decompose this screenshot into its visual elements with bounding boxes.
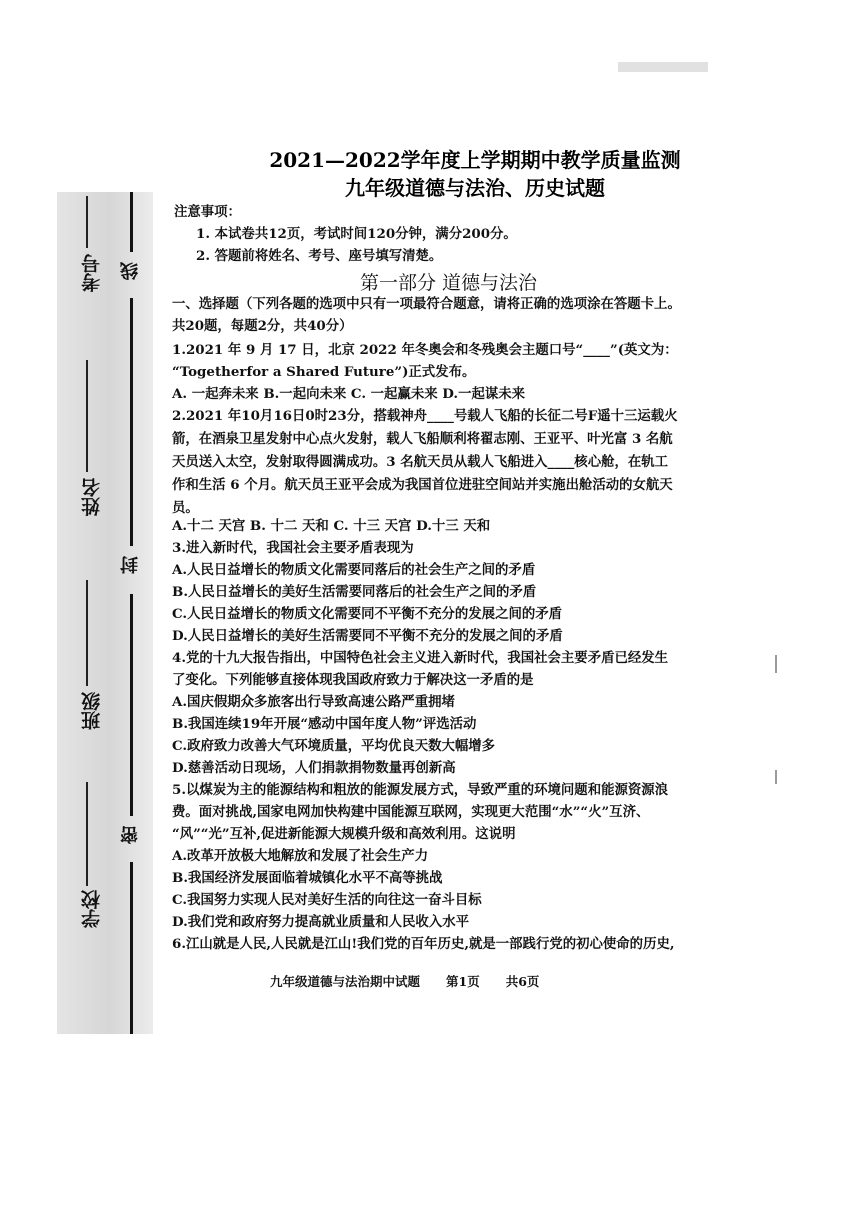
- question-2-options: A.十二 天宫 B. 十二 天和 C. 十三 天宫 D.十三 天和: [172, 518, 491, 534]
- question-1-options: A. 一起奔未来 B.一起向未来 C. 一起赢未来 D.一起谋未来: [172, 386, 526, 402]
- field-label-exam-number: 考号: [81, 254, 103, 292]
- question-3-option: C.人民日益增长的物质文化需要同不平衡不充分的发展之间的矛盾: [172, 606, 563, 622]
- notes-heading: 注意事项：: [174, 204, 241, 220]
- page-footer: [270, 972, 565, 990]
- question-4-option: C.政府致力改善大气环境质量，平均优良天数大幅增多: [172, 738, 496, 754]
- seal-line: [130, 594, 133, 816]
- question-5-stem: 5.以煤炭为主的能源结构和粗放的能源发展方式，导致严重的环境问题和能源资源浪: [172, 782, 669, 798]
- question-3-stem: 3.进入新时代，我国社会主要矛盾表现为: [172, 540, 414, 556]
- question-4-stem: 了变化。下列能够直接体现我国政府致力于解决这一矛盾的是: [172, 672, 534, 688]
- footer-page-number: 第1页: [446, 974, 480, 989]
- question-5-option: D.我们党和政府努力提高就业质量和人民收入水平: [172, 914, 469, 930]
- footer-page-total: 共6页: [505, 974, 540, 989]
- question-2-stem: 2.2021 年10月16日0时23分，搭载神舟____号载人飞船的长征二号F遥十三运载火: [172, 408, 678, 424]
- question-2-stem: 员。: [172, 500, 199, 516]
- question-5-stem: 费。面对挑战,国家电网加快构建中国能源互联网，实现更大范围“水”“火”互济、: [172, 804, 650, 820]
- question-4-stem: 4.党的十九大报告指出，中国特色社会主义进入新时代，我国社会主要矛盾已经发生: [172, 650, 669, 666]
- section-heading: 共20题，每题2分，共40分）: [172, 318, 353, 334]
- scan-smudge: [618, 62, 708, 72]
- question-3-option: D.人民日益增长的美好生活需要同不平衡不充分的发展之间的矛盾: [172, 628, 563, 644]
- seal-line: [130, 192, 133, 252]
- note-item: 2. 答题前将姓名、考号、座号填写清楚。: [196, 248, 443, 264]
- question-1-stem: 1.2021 年 9 月 17 日，北京 2022 年冬奥会和冬残奥会主题口号“____”(英文为：: [172, 342, 678, 358]
- seal-mark-xian: 线: [120, 262, 141, 280]
- question-4-option: D.慈善活动日现场，人们捐款捐物数量再创新高: [172, 760, 456, 776]
- field-label-school: 学校: [81, 890, 103, 928]
- field-label-class: 班级: [81, 692, 103, 730]
- footer-subject: 九年级道德与法治期中试题: [270, 974, 421, 989]
- class-blank[interactable]: [86, 580, 88, 686]
- school-blank[interactable]: [86, 782, 88, 886]
- question-5-option: A.改革开放极大地解放和发展了社会生产力: [172, 848, 429, 864]
- seal-line: [130, 862, 133, 1034]
- seal-mark-feng: 封: [120, 556, 141, 574]
- name-blank[interactable]: [86, 360, 88, 472]
- note-item: 1. 本试卷共12页，考试时间120分钟，满分200分。: [196, 226, 517, 242]
- question-3-option: A.人民日益增长的物质文化需要同落后的社会生产之间的矛盾: [172, 562, 536, 578]
- section-heading: 一、选择题（下列各题的选项中只有一项最符合题意，请将正确的选项涂在答题卡上。: [172, 296, 681, 312]
- part-title: 第一部分 道德与法治: [360, 272, 538, 294]
- exam-number-blank[interactable]: [86, 196, 88, 248]
- seal-line: [130, 298, 133, 546]
- question-4-option: B.我国连续19年开展“感动中国年度人物”评选活动: [172, 716, 477, 732]
- question-2-stem: 箭，在酒泉卫星发射中心点火发射，载人飞船顺利将翟志刚、王亚平、叶光富 3 名航: [172, 431, 673, 447]
- question-6-stem: 6.江山就是人民,人民就是江山!我们党的百年历史,就是一部践行党的初心使命的历史,: [172, 936, 675, 952]
- question-1-stem: “Togetherfor a Shared Future”)正式发布。: [172, 364, 476, 380]
- field-label-name: 姓名: [81, 478, 103, 516]
- question-2-stem: 天员送入太空，发射取得圆满成功。3 名航天员从载人飞船进入____核心舱，在轨工: [172, 454, 669, 470]
- binding-margin: [57, 192, 153, 1034]
- question-3-option: B.人民日益增长的美好生活需要同落后的社会生产之间的矛盾: [172, 584, 537, 600]
- question-4-option: A.国庆假期众多旅客出行导致高速公路严重拥堵: [172, 694, 455, 710]
- scan-mark: [775, 655, 777, 673]
- question-2-stem: 作和生活 6 个月。航天员王亚平会成为我国首位进驻空间站并实施出舱活动的女航天: [172, 477, 673, 493]
- exam-subtitle: 九年级道德与法治、历史试题: [345, 176, 605, 200]
- seal-mark-mi: 密: [120, 826, 141, 844]
- scan-mark: [775, 770, 777, 784]
- question-5-stem: “风”“光”互补,促进新能源大规模升级和高效利用。这说明: [172, 826, 516, 842]
- exam-title: 2021—2022学年度上学期期中教学质量监测: [269, 148, 681, 172]
- question-5-option: C.我国努力实现人民对美好生活的向往这一奋斗目标: [172, 892, 482, 908]
- question-5-option: B.我国经济发展面临着城镇化水平不高等挑战: [172, 870, 443, 886]
